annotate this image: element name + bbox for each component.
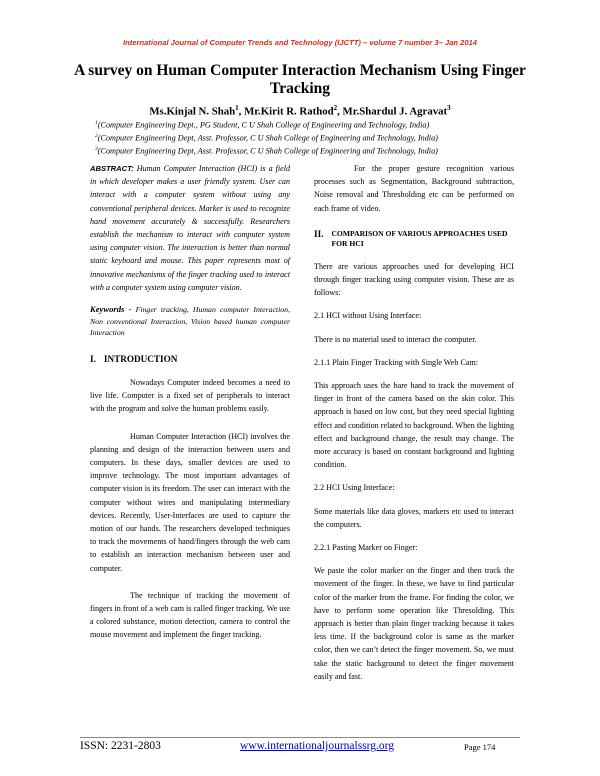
paragraph: Nowadays Computer indeed becomes a need to live life. Computer is a fixed set of peripherals to interact with the program and solve the human problems easily. bbox=[90, 378, 290, 414]
affiliation-line bbox=[95, 131, 555, 144]
affiliation-mark: 1 bbox=[95, 120, 98, 126]
author-mark: 1 bbox=[235, 104, 239, 112]
keywords-text: Finger tracking, Human computer Interaction, Non conventional Interaction, Vision based human computer Interaction bbox=[90, 305, 291, 338]
author-name: Ms.Kinjal N. Shah bbox=[149, 105, 236, 118]
journal-header: International Journal of Computer Trends and Technology (IJCTT) – volume 7 number 3– Jan 2014 bbox=[122, 38, 478, 47]
author-name: Mr.Shardul J. Agravat bbox=[342, 105, 448, 118]
affiliations bbox=[95, 118, 555, 157]
footer-page-number: Page 174 bbox=[464, 742, 496, 752]
author-mark: 2 bbox=[333, 104, 338, 112]
section-title: INTRODUCTION bbox=[103, 353, 178, 364]
author-name: Mr.Kirit R. Rathod bbox=[244, 105, 334, 118]
paragraph: We paste the color marker on the finger and then track the movement of the finger. In these, we have to find particular color of the marker from the frame. For finding the color, we have to perform some operation like Thresolding. This approach is better than plain finger tracking because it takes less time. If the background color is same as the marker color, then we can’t detect the finger movement. So, we must take the static background to detect the finger movement easily and fast. bbox=[314, 566, 514, 681]
paragraph: The technique of tracking the movement of fingers in front of a web cam is called finger tracking. We use a colored substance, motion detection, camera to control the mouse movement and implement the finger tracking. bbox=[90, 590, 290, 640]
paragraph: For the proper gesture recognition various processes such as Segmentation, Background subtraction, Noise removal and Thresholding etc can be performed on each frame of video. bbox=[314, 164, 514, 213]
subsection-heading: 2.1.1 Plain Finger Tracking with Single Web Cam: bbox=[314, 357, 478, 367]
affiliation-text: (Computer Engineering Dept, Asst. Professor, C U Shah College of Engineering and Technology, India) bbox=[97, 147, 438, 157]
footer-divider bbox=[80, 737, 520, 738]
keywords-label: Keywords - bbox=[90, 304, 132, 315]
affiliation-line bbox=[95, 118, 555, 131]
subsection-heading: 2.2 HCI Using Interface: bbox=[314, 483, 395, 493]
section-heading-introduction bbox=[90, 353, 290, 366]
section-heading-comparison bbox=[314, 229, 514, 250]
affiliation-text: (Computer Engineering Dept, Asst. Professor, C U Shah College of Engineering and Technology, India) bbox=[97, 133, 438, 143]
author-mark: 3 bbox=[447, 104, 451, 112]
author-list: Ms.Kinjal N. Shah$^1$, Mr.Kirit R. Rathod$^2$, Mr.Shardul J. Agravat$^3$ bbox=[149, 104, 451, 118]
abstract bbox=[90, 162, 290, 294]
paper-title: A survey on Human Computer Interaction Mechanism Using Finger Tracking bbox=[74, 62, 526, 97]
paragraph: There is no material used to interact the computer. bbox=[314, 334, 477, 344]
affiliation-text: (Computer Engineering Dept., PG Student, C U Shah College of Engineering and Technology, India) bbox=[97, 120, 430, 130]
section-title: COMPARISON OF VARIOUS APPROACHES USED FOR HCI bbox=[331, 228, 508, 249]
footer-url-link[interactable]: www.internationaljournalssrg.org bbox=[240, 740, 395, 752]
affiliation-mark: 2 bbox=[95, 133, 98, 140]
right-column bbox=[314, 162, 514, 683]
section-number: II. bbox=[314, 228, 324, 239]
paragraph: This approach uses the bare hand to track the movement of finger in front of the camera based on the skin color. This approach is based on low cost, but they need special lighting effect and condition related to background. When the lighting effect and background change, the result may change. The more accuracy is based on constant background and lighting condition. bbox=[314, 381, 514, 470]
subsection-heading: 2.1 HCI without Using Interface: bbox=[314, 311, 422, 321]
keywords bbox=[90, 304, 290, 339]
section-number: I. bbox=[90, 353, 96, 364]
paragraph: There are various approaches used for developing HCI through finger tracking using computer vision. These are as follows: bbox=[314, 261, 514, 298]
abstract-label: ABSTRACT: bbox=[90, 164, 134, 173]
affiliation-line bbox=[95, 144, 555, 157]
abstract-text: Human Computer Interaction (HCI) is a field in which developer makes a user friendly system. User can interact with a computer system without using any conventional peripheral devices. Marker is used to recognize hand movement accurately & successfully. Researchers establish the mechanism to interact with computer system using computer vision. The interaction is better than normal static keyboard and mouse. This paper represents most of innovative mechanisms of the finger tracking used to interact with a computer system using computer vision. bbox=[90, 164, 290, 292]
left-column bbox=[90, 162, 290, 642]
subsection-heading: 2.2.1 Pasting Marker on Finger: bbox=[314, 543, 418, 553]
paragraph: Human Computer Interaction (HCI) involves the planning and design of the interaction between users and computers. In these days, smaller devices are used to improve technology. The most important advantages of computer vision is its freedom. The user can interact with the computer without wires and manipulating intermediary devices. Recently, User-Interfaces are used to capture the motion of our hands. The researchers developed techniques to track the movements of hand/fingers through the web cam to establish an interaction mechanism between user and computer. bbox=[90, 431, 290, 573]
affiliation-mark: 3 bbox=[95, 146, 98, 153]
footer-issn: ISSN: 2231-2803 bbox=[80, 740, 161, 752]
paragraph: Some materials like data gloves, markers etc used to interact the computers. bbox=[314, 506, 514, 529]
